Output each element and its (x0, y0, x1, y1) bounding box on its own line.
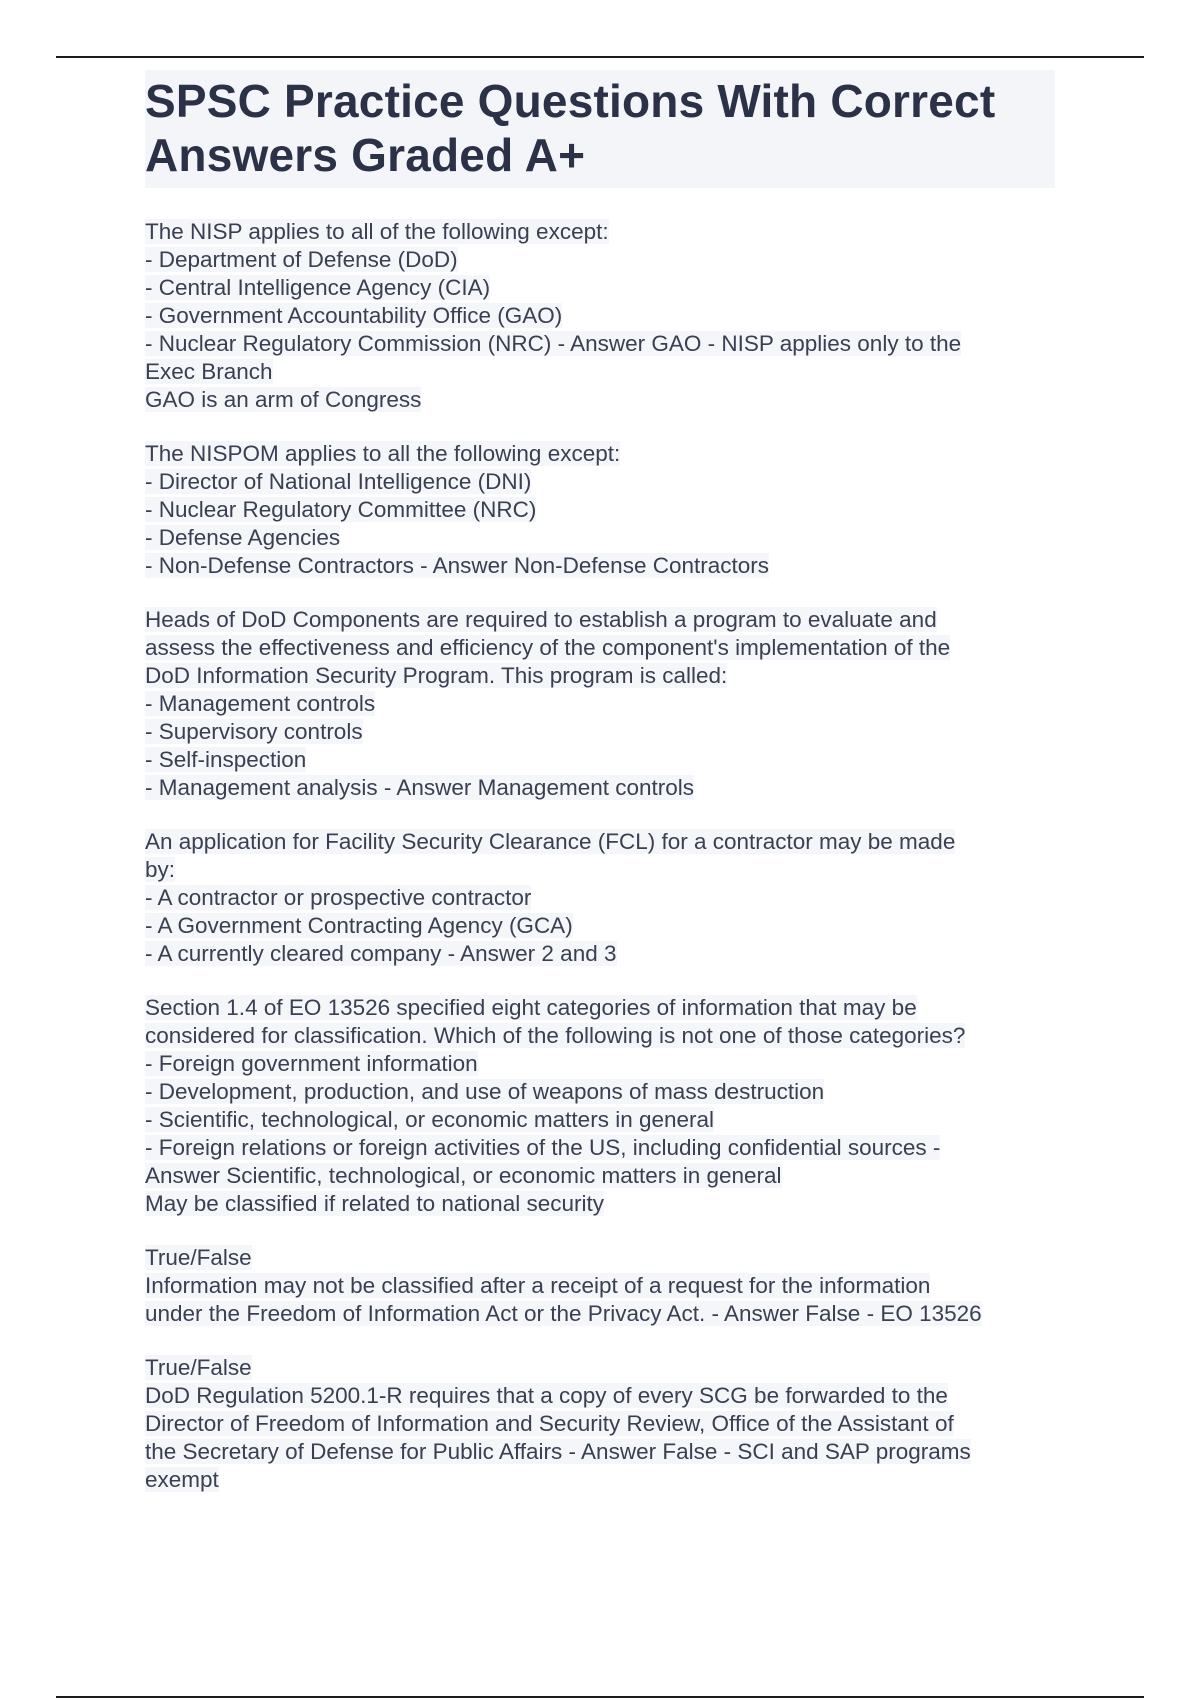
question-text-line (145, 718, 1055, 746)
question-text: considered for classification. Which of the following is not one of those categories? (145, 1023, 966, 1048)
question-text-line (145, 1300, 1055, 1328)
question-text: Section 1.4 of EO 13526 specified eight categories of information that may be (145, 995, 917, 1020)
question-text: Answer Scientific, technological, or economic matters in general (145, 1163, 782, 1188)
question-text-line (145, 246, 1055, 274)
question-text-line (145, 606, 1055, 634)
question-text: Director of Freedom of Information and Security Review, Office of the Assistant of (145, 1411, 954, 1436)
question-text-line (145, 496, 1055, 524)
question-text: - Scientific, technological, or economic matters in general (145, 1107, 715, 1132)
question-text: - Development, production, and use of weapons of mass destruction (145, 1079, 825, 1104)
question-text-line (145, 1022, 1055, 1050)
question-block (145, 1244, 1055, 1328)
question-text: - Non-Defense Contractors - Answer Non-Defense Contractors (145, 553, 770, 578)
question-text: DoD Regulation 5200.1-R requires that a copy of every SCG be forwarded to the (145, 1383, 948, 1408)
question-text: exempt (145, 1467, 219, 1492)
question-text: - Self-inspection (145, 747, 307, 772)
question-text-line (145, 440, 1055, 468)
question-text-line (145, 1382, 1055, 1410)
question-text-line (145, 1050, 1055, 1078)
title-line-1: SPSC Practice Questions With Correct (145, 75, 996, 127)
question-block (145, 440, 1055, 580)
question-text-line (145, 1162, 1055, 1190)
question-text: DoD Information Security Program. This program is called: (145, 663, 728, 688)
question-text-line (145, 746, 1055, 774)
question-text: Heads of DoD Components are required to establish a program to evaluate and (145, 607, 937, 632)
question-text: Exec Branch (145, 359, 273, 384)
question-text: - A contractor or prospective contractor (145, 885, 532, 910)
question-text: - Supervisory controls (145, 719, 363, 744)
question-text: - Central Intelligence Agency (CIA) (145, 275, 491, 300)
document-title (145, 74, 1049, 182)
question-text-line (145, 524, 1055, 552)
question-block (145, 606, 1055, 802)
question-text-line (145, 552, 1055, 580)
question-text: - Foreign government information (145, 1051, 478, 1076)
question-text: True/False (145, 1245, 252, 1270)
question-text: under the Freedom of Information Act or the Privacy Act. - Answer False - EO 13526 (145, 1301, 982, 1326)
question-block (145, 218, 1055, 414)
title-line-2: Answers Graded A+ (145, 129, 586, 181)
question-text: by: (145, 857, 176, 882)
question-text-line (145, 774, 1055, 802)
question-text: - Foreign relations or foreign activities of the US, including confidential sources - (145, 1135, 941, 1160)
question-text-line (145, 1078, 1055, 1106)
question-text: - Nuclear Regulatory Committee (NRC) (145, 497, 537, 522)
question-text-line (145, 662, 1055, 690)
question-block (145, 994, 1055, 1218)
question-text: The NISP applies to all of the following except: (145, 219, 609, 244)
question-text-line (145, 218, 1055, 246)
question-text: the Secretary of Defense for Public Affairs - Answer False - SCI and SAP programs (145, 1439, 971, 1464)
question-text: True/False (145, 1355, 252, 1380)
question-text: An application for Facility Security Clearance (FCL) for a contractor may be made (145, 829, 956, 854)
question-text: The NISPOM applies to all the following except: (145, 441, 621, 466)
question-text: - A currently cleared company - Answer 2 and 3 (145, 941, 617, 966)
question-text: - Director of National Intelligence (DNI) (145, 469, 532, 494)
question-text-line (145, 884, 1055, 912)
question-text-line (145, 1106, 1055, 1134)
question-text-line (145, 912, 1055, 940)
top-rule (56, 56, 1144, 58)
question-text-line (145, 302, 1055, 330)
title-block (145, 70, 1055, 188)
question-text: - Defense Agencies (145, 525, 341, 550)
question-text-line (145, 1190, 1055, 1218)
document-page (145, 70, 1055, 1520)
question-text-line (145, 856, 1055, 884)
bottom-rule (56, 1696, 1144, 1698)
question-text-line (145, 828, 1055, 856)
question-text: GAO is an arm of Congress (145, 387, 422, 412)
question-list (145, 218, 1055, 1494)
question-block (145, 1354, 1055, 1494)
question-text: - Nuclear Regulatory Commission (NRC) - Answer GAO - NISP applies only to the (145, 331, 962, 356)
question-text: - Management controls (145, 691, 376, 716)
question-text-line (145, 1466, 1055, 1494)
question-text: Information may not be classified after a receipt of a request for the information (145, 1273, 931, 1298)
question-text-line (145, 1354, 1055, 1382)
question-text: - Government Accountability Office (GAO) (145, 303, 563, 328)
question-text: - A Government Contracting Agency (GCA) (145, 913, 573, 938)
question-text-line (145, 468, 1055, 496)
question-text-line (145, 940, 1055, 968)
question-text: - Department of Defense (DoD) (145, 247, 458, 272)
question-text-line (145, 1410, 1055, 1438)
question-text-line (145, 1244, 1055, 1272)
question-text: - Management analysis - Answer Management controls (145, 775, 695, 800)
question-text-line (145, 274, 1055, 302)
question-text-line (145, 358, 1055, 386)
question-text: May be classified if related to national security (145, 1191, 604, 1216)
question-text-line (145, 994, 1055, 1022)
question-text-line (145, 1438, 1055, 1466)
question-text-line (145, 330, 1055, 358)
question-text-line (145, 1134, 1055, 1162)
question-text: assess the effectiveness and efficiency of the component's implementation of the (145, 635, 951, 660)
question-text-line (145, 690, 1055, 718)
question-text-line (145, 386, 1055, 414)
question-block (145, 828, 1055, 968)
question-text-line (145, 1272, 1055, 1300)
question-text-line (145, 634, 1055, 662)
